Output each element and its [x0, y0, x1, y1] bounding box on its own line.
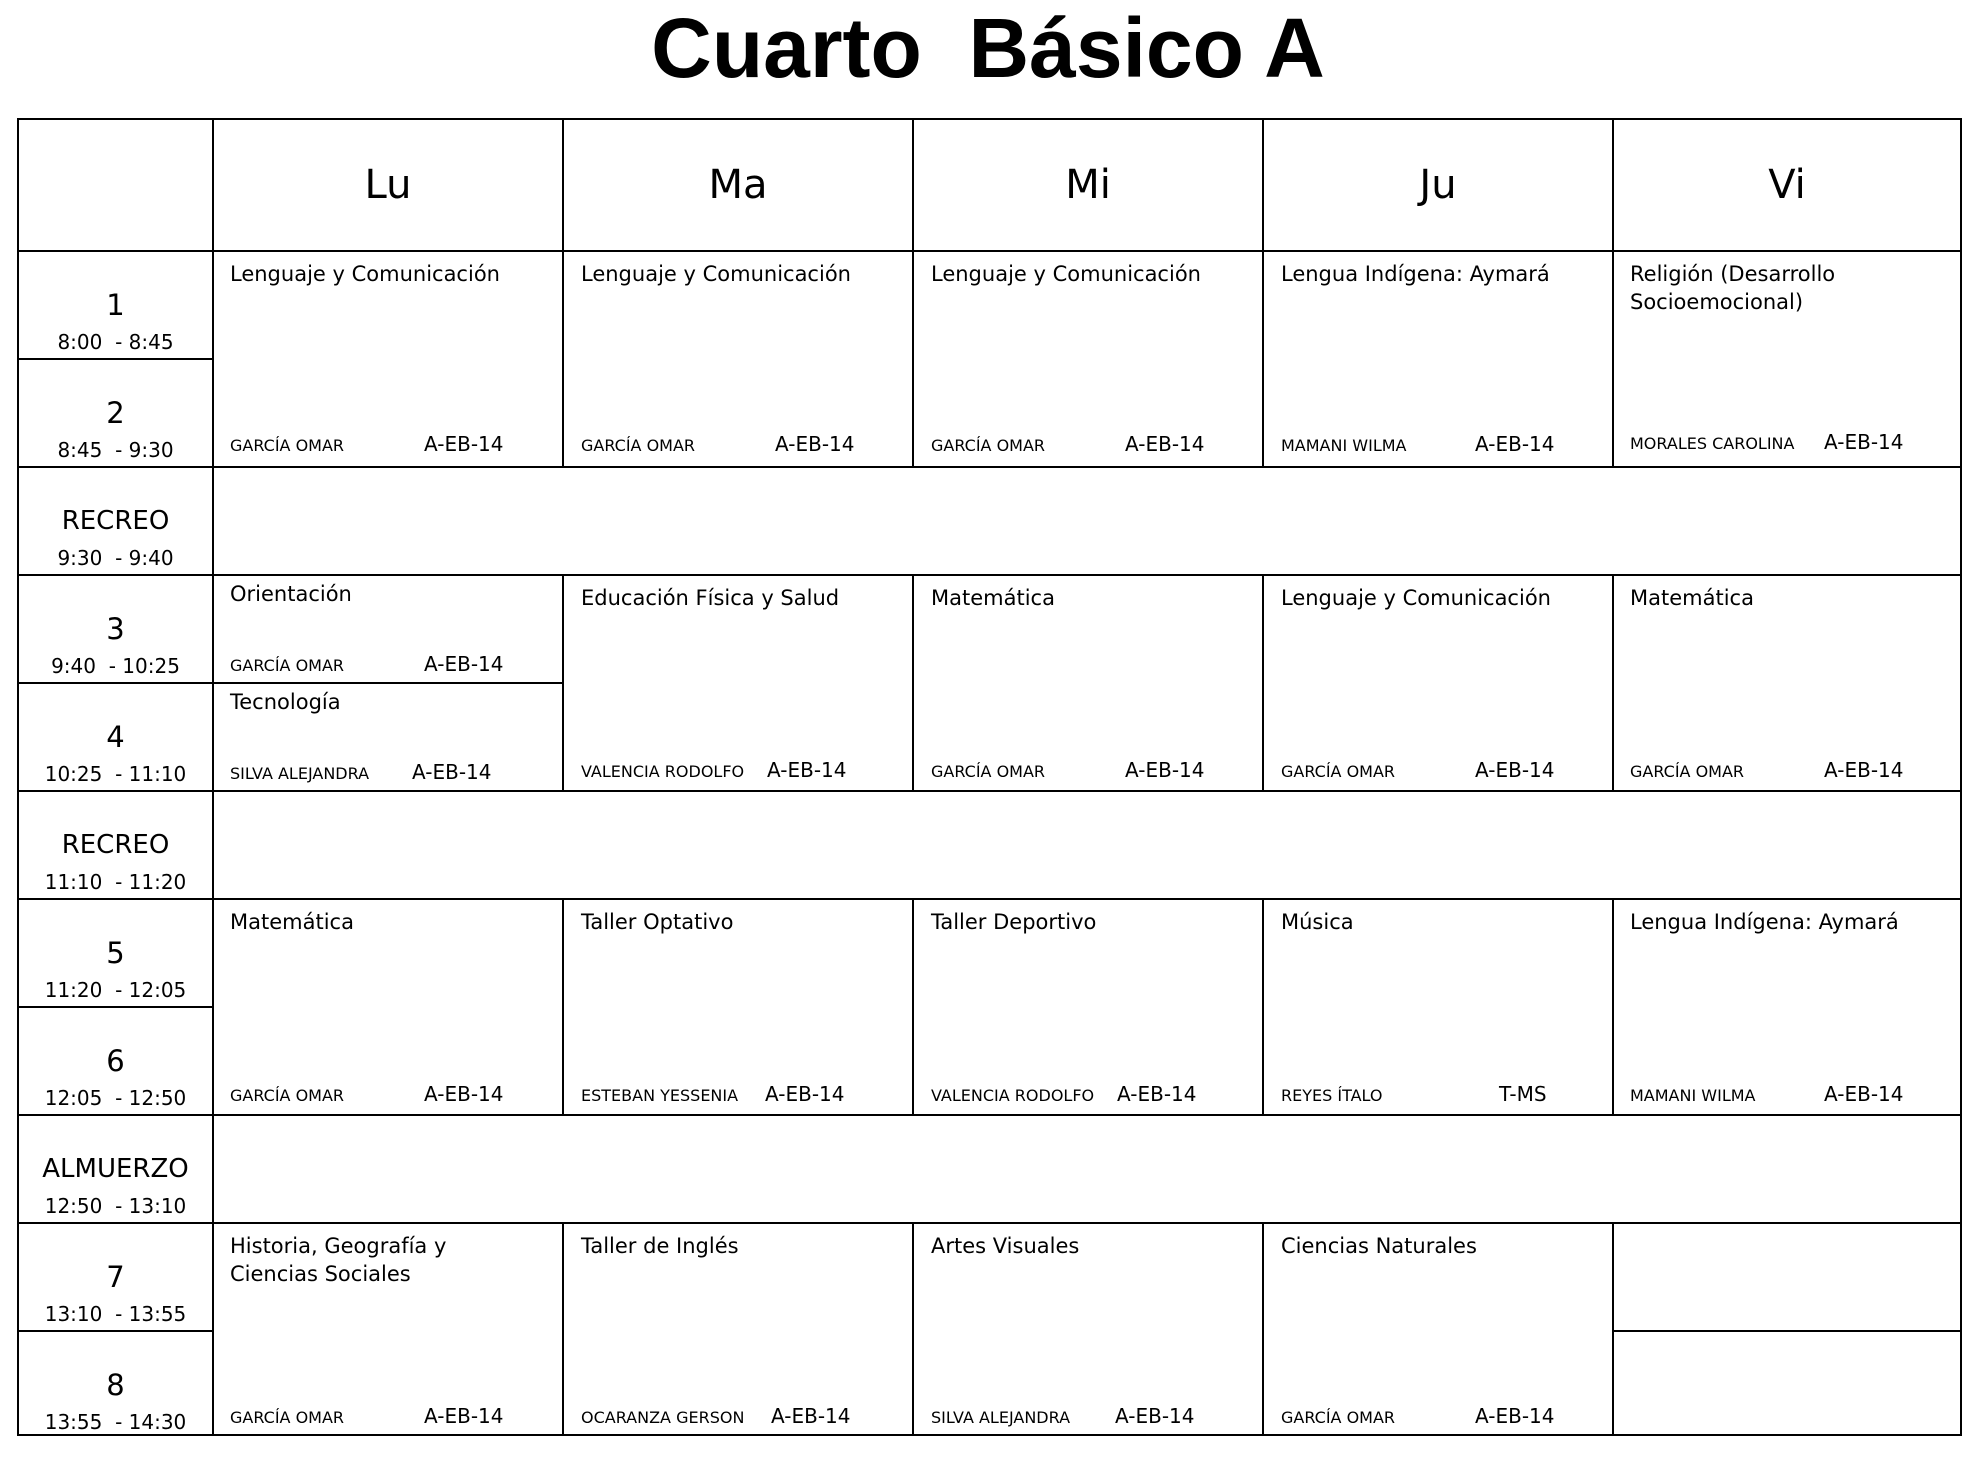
grid-line	[19, 250, 1960, 252]
period-time: 13:10 - 13:55	[44, 1302, 187, 1326]
lesson-subject: Lenguaje y Comunicación	[581, 262, 851, 286]
lesson-room: A-EB-14	[424, 1082, 504, 1106]
lesson-room: A-EB-14	[1475, 1404, 1555, 1428]
day-header-vi: Vi	[1768, 162, 1806, 208]
grid-line	[19, 358, 212, 360]
lesson-teacher: GARCÍA OMAR	[230, 436, 345, 455]
lesson-subject: Taller de Inglés	[581, 1234, 739, 1258]
lesson-subject: Ciencias Naturales	[1281, 1234, 1477, 1258]
period-time: 8:00 - 8:45	[57, 330, 174, 354]
break-label: RECREO	[61, 506, 170, 536]
lesson-subject: Religión (Desarrollo Socioemocional)	[1630, 262, 1836, 314]
lesson-teacher: VALENCIA RODOLFO	[931, 1086, 1095, 1105]
day-header-ju: Ju	[1419, 162, 1457, 208]
lesson-room: A-EB-14	[1125, 432, 1205, 456]
period-time: 9:40 - 10:25	[51, 654, 180, 678]
lesson-room: A-EB-14	[767, 758, 847, 782]
lesson-room: A-EB-14	[424, 432, 504, 456]
page-title: Cuarto Básico A	[651, 1, 1325, 95]
lesson-subject: Matemática	[931, 586, 1055, 610]
day-header-mi: Mi	[1065, 162, 1111, 208]
lesson-subject: Lengua Indígena: Aymará	[1630, 910, 1899, 934]
lesson-teacher: GARCÍA OMAR	[1281, 762, 1396, 781]
period-time: 12:05 - 12:50	[44, 1086, 187, 1110]
lesson-subject: Matemática	[230, 910, 354, 934]
lesson-teacher: MORALES CAROLINA	[1630, 434, 1795, 453]
grid-line	[19, 574, 1960, 576]
lesson-subject: Tecnología	[230, 690, 341, 714]
break-label: ALMUERZO	[42, 1154, 189, 1184]
lesson-teacher: ESTEBAN YESSENIA	[581, 1086, 739, 1105]
lesson-teacher: GARCÍA OMAR	[931, 762, 1046, 781]
lesson-room: A-EB-14	[1475, 432, 1555, 456]
lesson-teacher: VALENCIA RODOLFO	[581, 762, 745, 781]
grid-line	[562, 1222, 564, 1434]
grid-line	[19, 1114, 1960, 1116]
period-number: 2	[106, 396, 125, 430]
period-number: 8	[106, 1368, 125, 1402]
break-time: 12:50 - 13:10	[44, 1194, 187, 1218]
lesson-subject: Taller Deportivo	[931, 910, 1097, 934]
lesson-room: A-EB-14	[1115, 1404, 1195, 1428]
grid-line	[1612, 898, 1614, 1114]
timetable-grid	[17, 118, 1962, 1436]
lesson-teacher: SILVA ALEJANDRA	[931, 1408, 1071, 1427]
lesson-room: A-EB-14	[1824, 1082, 1904, 1106]
lesson-teacher: GARCÍA OMAR	[1281, 1408, 1396, 1427]
grid-line	[19, 1222, 1960, 1224]
grid-line	[1612, 1330, 1960, 1332]
grid-line	[1612, 1222, 1614, 1434]
grid-line	[19, 1330, 212, 1332]
lesson-teacher: GARCÍA OMAR	[931, 436, 1046, 455]
lesson-subject: Historia, Geografía y Ciencias Sociales	[230, 1234, 447, 1286]
lesson-subject: Lengua Indígena: Aymará	[1281, 262, 1550, 286]
lesson-room: A-EB-14	[1117, 1082, 1197, 1106]
lesson-teacher: MAMANI WILMA	[1630, 1086, 1756, 1105]
period-number: 5	[106, 936, 125, 970]
lesson-teacher: GARCÍA OMAR	[1630, 762, 1745, 781]
lesson-room: A-EB-14	[424, 652, 504, 676]
grid-line	[1262, 898, 1264, 1114]
grid-line	[19, 790, 1960, 792]
grid-line	[19, 898, 1960, 900]
period-number: 7	[106, 1260, 125, 1294]
grid-line	[19, 466, 1960, 468]
grid-line	[562, 898, 564, 1114]
grid-line	[912, 574, 914, 790]
lesson-subject: Orientación	[230, 582, 352, 606]
grid-line	[1262, 1222, 1264, 1434]
lesson-subject: Música	[1281, 910, 1354, 934]
grid-line	[19, 1006, 212, 1008]
lesson-subject: Artes Visuales	[931, 1234, 1080, 1258]
grid-line	[562, 574, 564, 790]
period-number: 4	[106, 720, 125, 754]
period-time: 10:25 - 11:10	[44, 762, 187, 786]
grid-line	[212, 120, 214, 1434]
lesson-subject: Lenguaje y Comunicación	[1281, 586, 1551, 610]
lesson-room: A-EB-14	[1824, 758, 1904, 782]
period-number: 3	[106, 612, 125, 646]
period-time: 8:45 - 9:30	[57, 438, 174, 462]
lesson-teacher: SILVA ALEJANDRA	[230, 764, 370, 783]
break-label: RECREO	[61, 830, 170, 860]
lesson-teacher: GARCÍA OMAR	[581, 436, 696, 455]
period-number: 6	[106, 1044, 125, 1078]
break-time: 9:30 - 9:40	[57, 546, 174, 570]
break-time: 11:10 - 11:20	[44, 870, 187, 894]
lesson-room: A-EB-14	[765, 1082, 845, 1106]
day-header-lu: Lu	[364, 162, 412, 208]
lesson-room: A-EB-14	[775, 432, 855, 456]
grid-line	[1262, 574, 1264, 790]
lesson-teacher: GARCÍA OMAR	[230, 1408, 345, 1427]
lesson-room: A-EB-14	[424, 1404, 504, 1428]
lesson-subject: Matemática	[1630, 586, 1754, 610]
lesson-subject: Educación Física y Salud	[581, 586, 840, 610]
lesson-subject: Lenguaje y Comunicación	[230, 262, 500, 286]
period-time: 13:55 - 14:30	[44, 1410, 187, 1434]
lesson-room: T-MS	[1499, 1082, 1547, 1106]
lesson-room: A-EB-14	[1475, 758, 1555, 782]
day-header-ma: Ma	[708, 162, 768, 208]
lesson-room: A-EB-14	[1824, 430, 1904, 454]
lesson-teacher: MAMANI WILMA	[1281, 436, 1407, 455]
lesson-room: A-EB-14	[412, 760, 492, 784]
lesson-teacher: GARCÍA OMAR	[230, 656, 345, 675]
lesson-teacher: GARCÍA OMAR	[230, 1086, 345, 1105]
lesson-teacher: REYES ÍTALO	[1281, 1086, 1383, 1105]
grid-line	[19, 682, 562, 684]
lesson-room: A-EB-14	[771, 1404, 851, 1428]
period-time: 11:20 - 12:05	[44, 978, 187, 1002]
lesson-subject: Taller Optativo	[581, 910, 734, 934]
period-number: 1	[106, 288, 125, 322]
lesson-subject: Lenguaje y Comunicación	[931, 262, 1201, 286]
grid-line	[1612, 574, 1614, 790]
grid-line	[912, 1222, 914, 1434]
lesson-room: A-EB-14	[1125, 758, 1205, 782]
grid-line	[912, 898, 914, 1114]
lesson-teacher: OCARANZA GERSON	[581, 1408, 745, 1427]
